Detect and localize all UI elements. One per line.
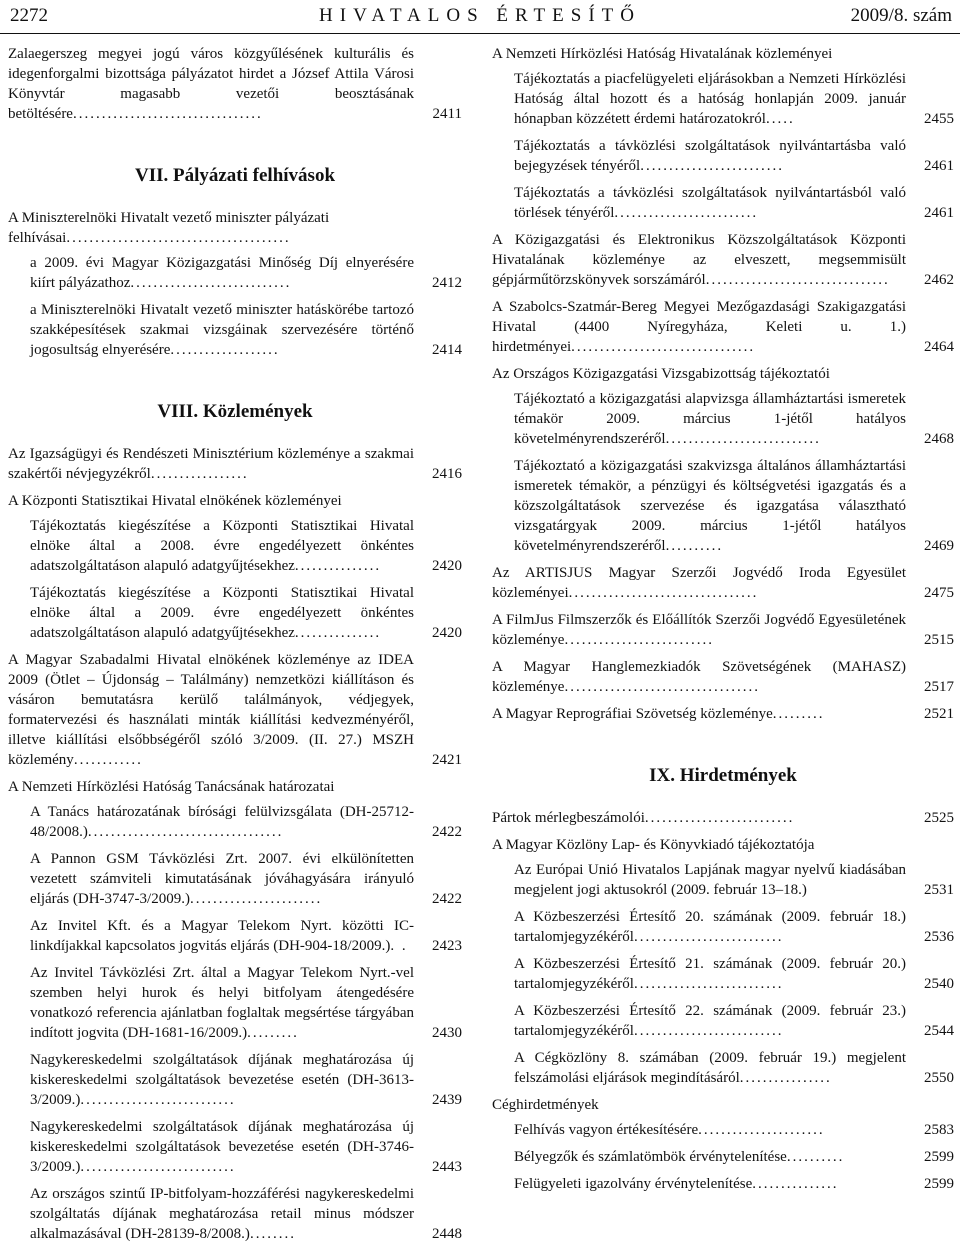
- entry-page: 2461: [924, 158, 954, 174]
- entry-page: 2422: [432, 891, 462, 907]
- section-title-ix: IX. Hirdetmények: [649, 765, 797, 786]
- toc-entry[interactable]: [492, 860, 954, 900]
- toc-entry[interactable]: A FilmJus Filmszerzők és Előállítók Szerzői Jogvédő Egyesületének közleménye.......................... 2515: [492, 612, 954, 648]
- entry-page: 2420: [432, 558, 462, 574]
- section-heading: A Nemzeti Hírközlési Hatóság Tanácsának határozatai: [8, 779, 335, 795]
- entry-text: Tájékoztatás kiegészítése a Központi Statisztikai Hivatal elnöke által a 2008. évre engedélyezett önkéntes adatszolgáltatáson alapuló adatgyűjtésekhez: [30, 518, 414, 574]
- issue-number: 2009/8. szám: [850, 5, 952, 26]
- entry-page: 2420: [432, 625, 462, 641]
- entry-page: 2455: [924, 111, 954, 127]
- entry-text: Tájékoztatás kiegészítése a Központi Statisztikai Hivatal elnöke által a 2009. évre engedélyezett önkéntes adatszolgáltatáson alapuló adatgyűjtésekhez: [30, 585, 414, 641]
- toc-entry[interactable]: A Közbeszerzési Értesítő 21. számának (2009. február 20.) tartalomjegyzékéről.......................... 2540: [514, 956, 954, 992]
- toc-entry[interactable]: A Magyar Hanglemezkiadók Szövetségének (MAHASZ) közleménye.................................. 2517: [492, 659, 954, 695]
- page-number: 2272: [10, 5, 48, 26]
- entry-page: 2423: [432, 938, 462, 954]
- entry-text: Tájékoztatás a távközlési szolgáltatások nyilvántartásba való bejegyzések tényéről: [514, 138, 906, 174]
- entry-text: Tájékoztató a közigazgatási szakvizsga általános államháztartási ismeretek témakör, a pénzügyi és költségvetési igazgatás és a közszolgáltatások szervezése és igazgatása választható vizsgatárgyak 2009. március 1-jétől hatályos követelményrendszeréről: [514, 458, 906, 554]
- right-column: [492, 44, 954, 1201]
- entry-page: 2599: [924, 1149, 954, 1165]
- toc-entry[interactable]: Tájékoztató a közigazgatási szakvizsga általános államháztartási ismeretek témakör, a pénzügyi és költségvetési igazgatás és a közszolgáltatások szervezése és igazgatása választható vizsgatárgyak 2009. március 1-jétől hatályos követelményrendszeréről.......... 2469: [514, 458, 954, 554]
- entry-text: Pártok mérlegbeszámolói: [492, 810, 645, 826]
- toc-entry[interactable]: A Közbeszerzési Értesítő 20. számának (2009. február 18.) tartalomjegyzékéről.......................... 2536: [514, 909, 954, 945]
- header-rule: [0, 33, 960, 34]
- toc-entry[interactable]: Tájékoztatás kiegészítése a Központi Statisztikai Hivatal elnöke által a 2008. évre engedélyezett önkéntes adatszolgáltatáson alapuló adatgyűjtésekhez............... 2420: [30, 518, 462, 574]
- entry-text: Zalaegerszeg megyei jogú város közgyűlésének kulturális és idegenforgalmi bizottsága pályázatot hirdet a József Attila Városi Könyvtár magasabb vezetői beosztásának betöltésére: [8, 46, 414, 122]
- entry-page: 2468: [924, 431, 954, 447]
- entry-text: Tájékoztató a közigazgatási alapvizsga államháztartási ismeretek témakör 2009. március 1-jétől hatályos követelményrendszeréről: [514, 391, 906, 447]
- entry-text: Felhívás vagyon értékesítésére: [514, 1122, 699, 1138]
- entry-page: 2422: [432, 824, 462, 840]
- entry-text: Felügyeleti igazolvány érvénytelenítése: [514, 1176, 753, 1192]
- entry-page: 2416: [432, 466, 462, 482]
- toc-entry[interactable]: Tájékoztatás a távközlési szolgáltatások nyilvántartásból való törlések tényéről......................... 2461: [514, 185, 954, 221]
- toc-entry[interactable]: Az Igazságügyi és Rendészeti Minisztérium közleménye a szakmai szakértői névjegyzékről................. 2416: [8, 446, 462, 482]
- entry-text: Nagykereskedelmi szolgáltatások díjának meghatározása új kiskereskedelmi szolgáltatások bevezetése esetén (DH-3613-3/2009.): [30, 1052, 414, 1108]
- left-column: [8, 44, 462, 1251]
- toc-entry[interactable]: Tájékoztatás a piacfelügyeleti eljárásokban a Nemzeti Hírközlési Hatóság által hozott és a hatóság honlapján 2009. január hónapban közzétett érdemi határozatokról..... 2455: [514, 71, 954, 127]
- toc-entry[interactable]: Tájékoztatás kiegészítése a Központi Statisztikai Hivatal elnöke által a 2009. évre engedélyezett önkéntes adatszolgáltatáson alapuló adatgyűjtésekhez............... 2420: [30, 585, 462, 641]
- toc-entry[interactable]: A Szabolcs-Szatmár-Bereg Megyei Mezőgazdasági Szakigazgatási Hivatal (4400 Nyíregyháza, Keleti u. 1.) hirdetményei................................ 2464: [492, 299, 954, 355]
- section-heading: A Magyar Közlöny Lap- és Könyvkiadó tájékoztatója: [492, 837, 815, 853]
- entry-page: 2536: [924, 929, 954, 945]
- section-heading: Az Országos Közigazgatási Vizsgabizottság tájékoztatói: [492, 366, 830, 382]
- entry-text: a 2009. évi Magyar Közigazgatási Minőség Díj elnyerésére kiírt pályázathoz: [30, 255, 414, 291]
- toc-entry[interactable]: Tájékoztatás a távközlési szolgáltatások nyilvántartásba való bejegyzések tényéről......................... 2461: [514, 138, 954, 174]
- entry-page: 2469: [924, 538, 954, 554]
- toc-entry[interactable]: Felügyeleti igazolvány érvénytelenítése............... 2599: [514, 1176, 954, 1192]
- entry-text: A Szabolcs-Szatmár-Bereg Megyei Mezőgazdasági Szakigazgatási Hivatal (4400 Nyíregyháza, Keleti u. 1.) hirdetményei: [492, 299, 906, 355]
- toc-entry[interactable]: A Pannon GSM Távközlési Zrt. 2007. évi elkülönítetten vezetett számviteli kimutatásának jóváhagyására irányuló eljárás (DH-3747-3/2009.)....................... 2422: [30, 851, 462, 907]
- section-heading: A Központi Statisztikai Hivatal elnökének közleményei: [8, 493, 342, 509]
- toc-entry[interactable]: Tájékoztató a közigazgatási alapvizsga államháztartási ismeretek témakör 2009. március 1-jétől hatályos követelményrendszeréről........................... 2468: [514, 391, 954, 447]
- entry-page: 2517: [924, 679, 954, 695]
- entry-page: 2430: [432, 1025, 462, 1041]
- toc-entry[interactable]: Nagykereskedelmi szolgáltatások díjának meghatározása új kiskereskedelmi szolgáltatások bevezetése esetén (DH-3613-3/2009.)........................... 2439: [30, 1052, 462, 1108]
- entry-text: Az Igazságügyi és Rendészeti Minisztérium közleménye a szakmai szakértői névjegyzékről: [8, 446, 414, 482]
- entry-text: Az Invitel Kft. és a Magyar Telekom Nyrt. közötti IC-linkdíjakkal kapcsolatos jogvitás eljárás (DH-904-18/2009.): [30, 918, 414, 954]
- entry-page: 2414: [432, 342, 462, 358]
- entry-page: 2531: [924, 882, 954, 898]
- entry-page: 2544: [924, 1023, 954, 1039]
- entry-page: 2515: [924, 632, 954, 648]
- entry-page: 2439: [432, 1092, 462, 1108]
- entry-text: Az országos szintű IP-bitfolyam-hozzáférési nagykereskedelmi szolgáltatás díjának meghatározása retail minus módszer alkalmazásával (DH-28139-8/2008.): [30, 1186, 414, 1242]
- toc-entry[interactable]: Az Invitel Kft. és a Magyar Telekom Nyrt. közötti IC-linkdíjakkal kapcsolatos jogvitás eljárás (DH-904-18/2009.). . 2423: [30, 918, 462, 954]
- toc-entry[interactable]: Nagykereskedelmi szolgáltatások díjának meghatározása új kiskereskedelmi szolgáltatások bevezetése esetén (DH-3746-3/2009.)........................... 2443: [30, 1119, 462, 1175]
- entry-page: 2521: [924, 706, 954, 722]
- toc-entry[interactable]: Zalaegerszeg megyei jogú város közgyűlésének kulturális és idegenforgalmi bizottsága pályázatot hirdet a József Attila Városi Könyvtár magasabb vezetői beosztásának betöltésére................................. 2411: [8, 46, 462, 122]
- entry-page: 2599: [924, 1176, 954, 1192]
- toc-entry[interactable]: Felhívás vagyon értékesítésére...................... 2583: [514, 1122, 954, 1138]
- entry-page: 2421: [432, 752, 462, 768]
- toc-entry[interactable]: A Tanács határozatának bírósági felülvizsgálata (DH-25712-48/2008.).................................. 2422: [30, 804, 462, 840]
- journal-title: HIVATALOS ÉRTESÍTŐ: [319, 5, 641, 26]
- entry-page: 2475: [924, 585, 954, 601]
- section-heading: A Miniszterelnöki Hivatalt vezető miniszter pályázati felhívásai.......................................: [8, 210, 330, 246]
- toc-entry[interactable]: A Magyar Reprográfiai Szövetség közleménye......... 2521: [492, 706, 954, 722]
- entry-text: A Közbeszerzési Értesítő 21. számának (2009. február 20.) tartalomjegyzékéről: [514, 956, 906, 992]
- entry-text: Nagykereskedelmi szolgáltatások díjának meghatározása új kiskereskedelmi szolgáltatások bevezetése esetén (DH-3746-3/2009.): [30, 1119, 414, 1175]
- section-heading: A Nemzeti Hírközlési Hatóság Hivatalának közleményei: [492, 46, 833, 62]
- entry-text: A Magyar Szabadalmi Hivatal elnökének közleménye az IDEA 2009 (Ötlet – Újdonság – Találmány) nemzetközi kiállításon és vásáron bemutatásra kerülő találmányok, védjegyek, formatervezési és használati minták kiállítási kedvezményéről, illetve kiállítási elsőbbségéről szóló 3/2009. (II. 27.) MSZH közlemény: [8, 652, 414, 768]
- entry-page: 2461: [924, 205, 954, 221]
- entry-text: a Miniszterelnöki Hivatalt vezető miniszter hatáskörébe tartozó szakképesítések szakmai vizsgáinak szervezésére történő jogosultság elnyerésére: [30, 302, 414, 358]
- entry-text: A Tanács határozatának bírósági felülvizsgálata (DH-25712-48/2008.): [30, 804, 414, 840]
- toc-entry[interactable]: Bélyegzők és számlatömbök érvénytelenítése.......... 2599: [514, 1149, 954, 1165]
- section-heading: Céghirdetmények: [492, 1097, 599, 1113]
- toc-entry[interactable]: A Magyar Szabadalmi Hivatal elnökének közleménye az IDEA 2009 (Ötlet – Újdonság – Találmány) nemzetközi kiállításon és vásáron bemutatásra kerülő találmányok, védjegyek, formatervezési és használati minták kiállítási kedvezményéről, illetve kiállítási elsőbbségéről szóló 3/2009. (II. 27.) MSZH közlemény............ 2421: [8, 652, 462, 768]
- toc-entry[interactable]: a Miniszterelnöki Hivatalt vezető miniszter hatáskörébe tartozó szakképesítések szakmai vizsgáinak szervezésére történő jogosultság elnyerésére................... 2414: [30, 302, 462, 358]
- toc-entry[interactable]: Pártok mérlegbeszámolói.......................... 2525: [492, 810, 954, 826]
- entry-text: Tájékoztatás a távközlési szolgáltatások nyilvántartásból való törlések tényéről: [514, 185, 906, 221]
- toc-entry[interactable]: Az ARTISJUS Magyar Szerzői Jogvédő Iroda Egyesület közleményei................................. 2475: [492, 565, 954, 601]
- entry-text: A Cégközlöny 8. számában (2009. február 19.) megjelent felszámolási eljárások megindításáról: [514, 1050, 906, 1086]
- toc-entry[interactable]: A Közbeszerzési Értesítő 22. számának (2009. február 23.) tartalomjegyzékéről.......................... 2544: [514, 1003, 954, 1039]
- toc-entry[interactable]: a 2009. évi Magyar Közigazgatási Minőség Díj elnyerésére kiírt pályázathoz............................ 2412: [30, 255, 462, 291]
- entry-page: 2411: [432, 106, 462, 122]
- section-title-vii: VII. Pályázati felhívások: [134, 165, 336, 186]
- entry-page: 2525: [924, 810, 954, 826]
- entry-text: A Közigazgatási és Elektronikus Közszolgáltatások Központi Hivatalának közleménye az elveszett, megsemmisült gépjárműtörzskönyvek sorszámáról: [492, 232, 906, 288]
- entry-text: Tájékoztatás a piacfelügyeleti eljárásokban a Nemzeti Hírközlési Hatóság által hozott és a hatóság honlapján 2009. január hónapban közzétett érdemi határozatokról: [514, 71, 906, 127]
- entry-text: Az ARTISJUS Magyar Szerzői Jogvédő Iroda Egyesület közleményei: [492, 565, 906, 601]
- toc-entry[interactable]: Az országos szintű IP-bitfolyam-hozzáférési nagykereskedelmi szolgáltatás díjának meghatározása retail minus módszer alkalmazásával (DH-28139-8/2008.)........ 2448: [30, 1186, 462, 1242]
- entry-page: 2550: [924, 1070, 954, 1086]
- page-header: [0, 0, 960, 40]
- entry-text: Az Európai Unió Hivatalos Lapjának magyar nyelvű kiadásában megjelent jogi aktusokról (2009. február 13–18.): [514, 862, 906, 898]
- toc-entry[interactable]: A Közigazgatási és Elektronikus Közszolgáltatások Központi Hivatalának közleménye az elveszett, megsemmisült gépjárműtörzskönyvek sorszámáról................................ 2462: [492, 232, 954, 288]
- entry-page: 2448: [432, 1226, 462, 1242]
- toc-entry[interactable]: A Cégközlöny 8. számában (2009. február 19.) megjelent felszámolási eljárások megindításáról................ 2550: [514, 1050, 954, 1086]
- entry-page: 2464: [924, 339, 954, 355]
- entry-text: Az Invitel Távközlési Zrt. által a Magyar Telekom Nyrt.-vel szemben helyi hurok és helyi bitfolyam átengedésére vonatkozó referencia ajánlatban foglaltak megsértése tárgyában indított jogvita (DH-1681-16/2009.): [30, 965, 414, 1041]
- entry-text: A Közbeszerzési Értesítő 20. számának (2009. február 18.) tartalomjegyzékéről: [514, 909, 906, 945]
- entry-text: A Magyar Reprográfiai Szövetség közleménye: [492, 706, 773, 722]
- entry-text: Bélyegzők és számlatömbök érvénytelenítése: [514, 1149, 787, 1165]
- entry-text: A FilmJus Filmszerzők és Előállítók Szerzői Jogvédő Egyesületének közleménye: [492, 612, 906, 648]
- entry-page: 2583: [924, 1122, 954, 1138]
- section-title-viii: VIII. Közlemények: [157, 401, 313, 422]
- toc-entry[interactable]: Az Invitel Távközlési Zrt. által a Magyar Telekom Nyrt.-vel szemben helyi hurok és helyi bitfolyam átengedésére vonatkozó referencia ajánlatban foglaltak megsértése tárgyában indított jogvita (DH-1681-16/2009.)......... 2430: [30, 965, 462, 1041]
- entry-text: A Pannon GSM Távközlési Zrt. 2007. évi elkülönítetten vezetett számviteli kimutatásának jóváhagyására irányuló eljárás (DH-3747-3/2009.): [30, 851, 414, 907]
- entry-page: 2443: [432, 1159, 462, 1175]
- entry-page: 2412: [432, 275, 462, 291]
- entry-text: A Magyar Hanglemezkiadók Szövetségének (MAHASZ) közleménye: [492, 659, 906, 695]
- entry-page: 2462: [924, 272, 954, 288]
- entry-page: 2540: [924, 976, 954, 992]
- entry-text: A Közbeszerzési Értesítő 22. számának (2009. február 23.) tartalomjegyzékéről: [514, 1003, 906, 1039]
